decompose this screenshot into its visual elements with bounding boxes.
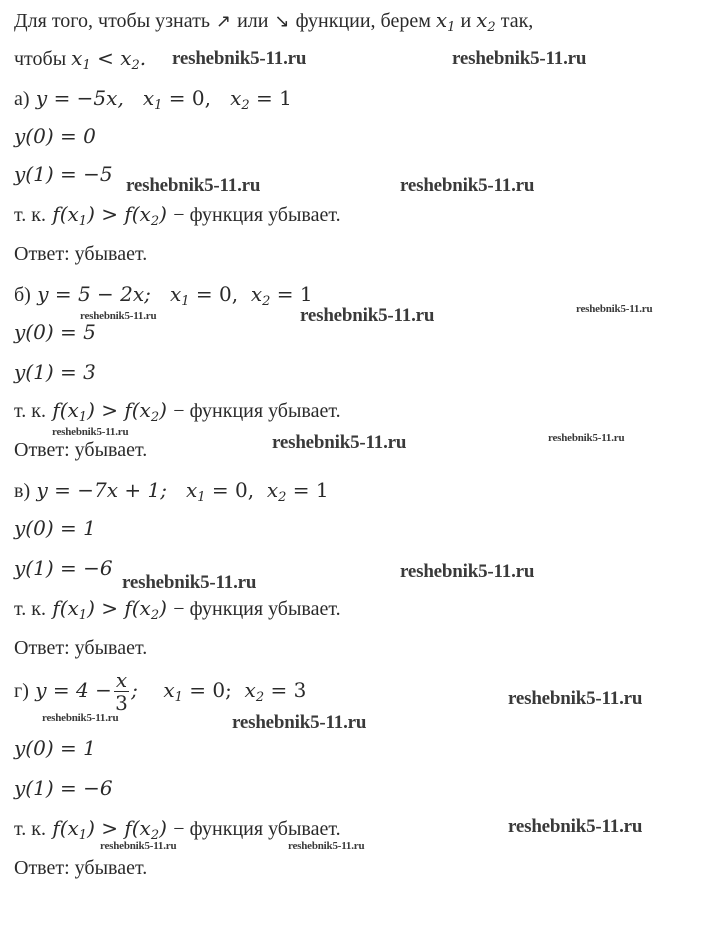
intro-text: чтобы bbox=[14, 48, 67, 70]
part-g-header: г) y = 4 − $\frac{x}{3}$ ; $x_1 = 0$; $x_2 = 3$ bbox=[14, 668, 307, 715]
part-b-answer: Ответ: убывает. bbox=[14, 439, 148, 461]
x2-value: $x_2 = 3$ bbox=[244, 678, 307, 705]
x2-value: $x_2 = 1$ bbox=[266, 478, 329, 505]
part-a-conclusion: т. к. $f(x_1) > f(x_2)$ − функция убывает. bbox=[14, 202, 341, 229]
function-equation: y = 4 − bbox=[35, 678, 112, 702]
watermark: reshebnik5-11.ru bbox=[400, 175, 535, 196]
part-b-conclusion: т. к. $f(x_1) > f(x_2)$ − функция убывает. bbox=[14, 398, 341, 425]
part-v-header bbox=[14, 478, 329, 510]
intro-text: функции, берем bbox=[295, 10, 431, 32]
function-equation: y = −5x, bbox=[35, 86, 124, 110]
part-v-y0: y(0) = 1 bbox=[14, 516, 96, 540]
intro-text: и bbox=[460, 10, 472, 32]
part-label: в) bbox=[14, 480, 31, 502]
part-v-y1: y(1) = −6 bbox=[14, 556, 113, 580]
watermark: reshebnik5-11.ru bbox=[576, 303, 653, 315]
fraction-x-over-3: $\frac{x}{3}$ bbox=[115, 668, 128, 715]
part-label: г) bbox=[14, 680, 29, 702]
watermark: reshebnik5-11.ru bbox=[232, 712, 367, 733]
intro-line-1 bbox=[14, 8, 533, 40]
part-a-header bbox=[14, 86, 292, 118]
increase-arrow-icon: ↗ bbox=[215, 11, 232, 32]
part-a-y0: y(0) = 0 bbox=[14, 124, 96, 148]
watermark: reshebnik5-11.ru bbox=[508, 688, 643, 709]
x1-value: $x_1 = 0$, bbox=[186, 478, 255, 505]
watermark: reshebnik5-11.ru bbox=[548, 432, 625, 444]
x2-symbol: $x_2$ bbox=[476, 8, 496, 35]
part-label: б) bbox=[14, 284, 31, 306]
x2-value: $x_2 = 1$ bbox=[250, 282, 313, 309]
watermark: reshebnik5-11.ru bbox=[42, 712, 119, 724]
part-a-y1: y(1) = −5 bbox=[14, 162, 113, 186]
x1-value: $x_1 = 0$, bbox=[142, 86, 211, 113]
part-g-y1: y(1) = −6 bbox=[14, 776, 113, 800]
watermark: reshebnik5-11.ru bbox=[80, 310, 157, 322]
part-b-y1: y(1) = 3 bbox=[14, 360, 96, 384]
intro-text: Для того, чтобы узнать bbox=[14, 10, 210, 32]
watermark: reshebnik5-11.ru bbox=[508, 816, 643, 837]
watermark: reshebnik5-11.ru bbox=[172, 48, 307, 69]
watermark: reshebnik5-11.ru bbox=[126, 175, 261, 196]
watermark: reshebnik5-11.ru bbox=[288, 840, 365, 852]
watermark: reshebnik5-11.ru bbox=[272, 432, 407, 453]
watermark: reshebnik5-11.ru bbox=[100, 840, 177, 852]
watermark: reshebnik5-11.ru bbox=[300, 305, 435, 326]
part-g-conclusion: т. к. $f(x_1) > f(x_2)$ − функция убывает. bbox=[14, 816, 341, 843]
part-v-answer: Ответ: убывает. bbox=[14, 637, 148, 659]
x2-value: $x_2 = 1$ bbox=[230, 86, 292, 113]
function-equation: y = −7x + 1; bbox=[36, 478, 167, 502]
watermark: reshebnik5-11.ru bbox=[122, 572, 257, 593]
part-a-answer: Ответ: убывает. bbox=[14, 243, 148, 265]
part-v-conclusion: т. к. $f(x_1) > f(x_2)$ − функция убывает. bbox=[14, 596, 341, 623]
part-g-y0: y(0) = 1 bbox=[14, 736, 96, 760]
watermark: reshebnik5-11.ru bbox=[52, 426, 129, 438]
x1-symbol: $x_1$ bbox=[435, 8, 456, 35]
intro-text: так, bbox=[500, 10, 534, 32]
part-b-header bbox=[14, 282, 313, 314]
function-equation: y = 5 − 2x; bbox=[37, 282, 151, 306]
part-label: а) bbox=[14, 88, 30, 110]
watermark: reshebnik5-11.ru bbox=[452, 48, 587, 69]
decrease-arrow-icon: ↘ bbox=[274, 11, 290, 32]
x1-value: $x_1 = 0$; bbox=[163, 678, 232, 705]
intro-line-2 bbox=[14, 46, 146, 78]
intro-text: или bbox=[237, 10, 269, 32]
x1-value: $x_1 = 0$, bbox=[170, 282, 239, 309]
inequality: $x_1 < x_2$. bbox=[71, 46, 147, 73]
part-g-answer: Ответ: убывает. bbox=[14, 857, 148, 879]
part-b-y0: y(0) = 5 bbox=[14, 320, 96, 344]
watermark: reshebnik5-11.ru bbox=[400, 561, 535, 582]
